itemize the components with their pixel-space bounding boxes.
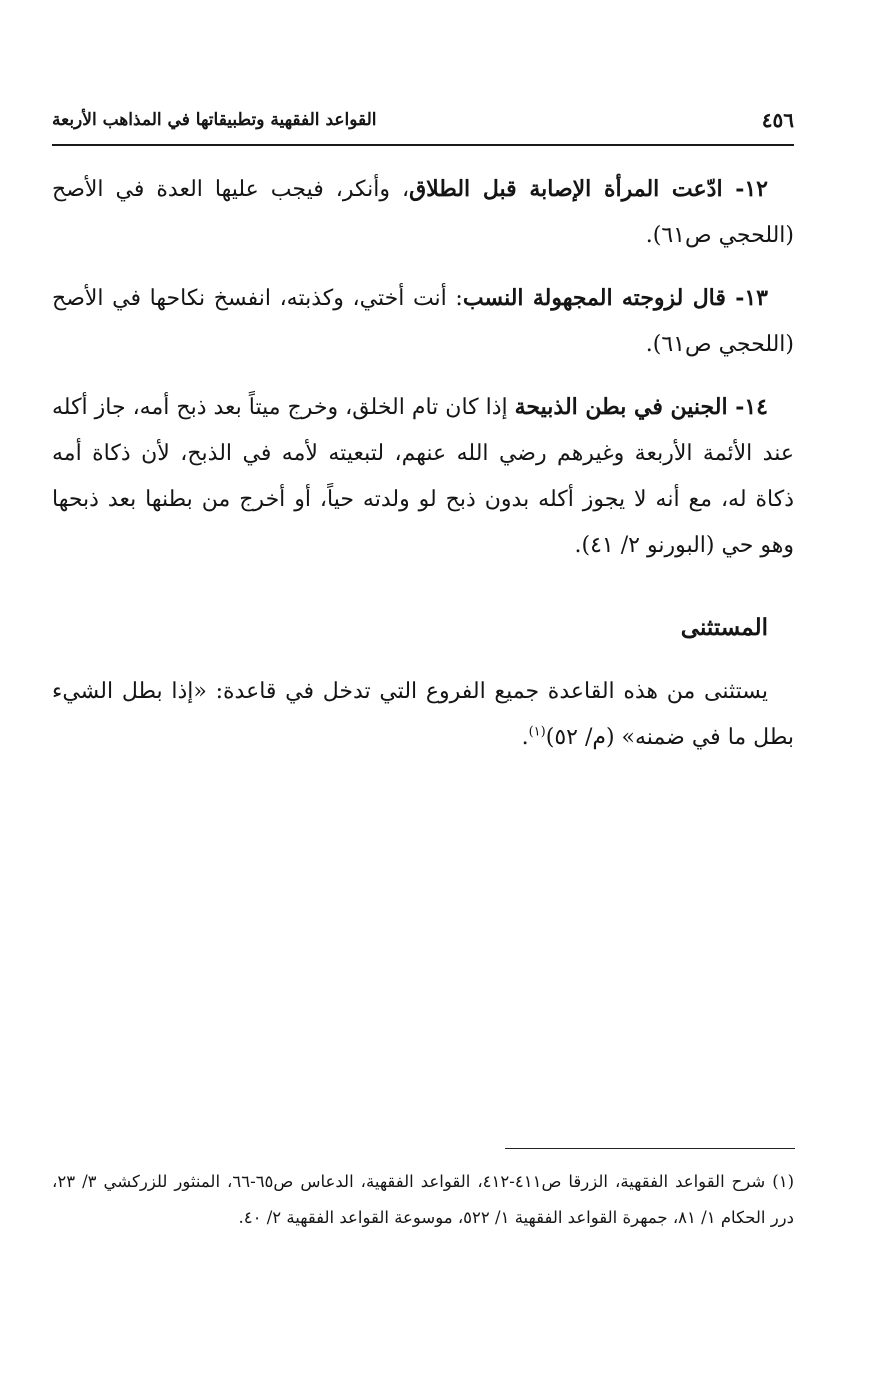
paragraph-14-text: إذا كان تام الخلق، وخرج ميتاً بعد ذبح أمه، جاز أكله عند الأئمة الأربعة وغيرهم رضي الله عنهم، لتبعيته لأمه في الذبح، لأن ذكاة أمه ذكاة له، مع أنه لا يجوز أكله بدون ذبح لو ولدته حياً، أو أخرج من بطنها بعد ذبحها وهو حي (البورنو ٢/ ٤١). (52, 395, 794, 558)
main-text (52, 166, 794, 777)
exception-paragraph (52, 669, 794, 761)
paragraph-13 (52, 275, 794, 368)
paragraph-14-lead: ١٤- الجنين في بطن الذبيحة (514, 394, 768, 420)
footnotes (52, 1164, 794, 1236)
exception-text: يستثنى من هذه القاعدة جميع الفروع التي تدخل في قاعدة: «إذا بطل الشيء بطل ما في ضمنه» (م/ ٥٢) (52, 679, 794, 750)
paragraph-13-lead: ١٣- قال لزوجته المجهولة النسب (462, 285, 768, 311)
paragraph-14 (52, 384, 794, 569)
footnote-separator (505, 1148, 795, 1149)
footnote-1: (١) شرح القواعد الفقهية، الزرقا ص٤١١-٤١٢، القواعد الفقهية، الدعاس ص٦٥-٦٦، المنثور للزركشي ٣/ ٢٣، درر الحكام ١/ ٨١، جمهرة القواعد الفقهية ١/ ٥٢٢، موسوعة القواعد الفقهية ٢/ ٤٠. (52, 1172, 794, 1227)
running-title: القواعد الفقهية وتطبيقاتها في المذاهب الأربعة (52, 110, 377, 130)
header-rule (52, 144, 794, 146)
paragraph-12-lead: ١٢- ادّعت المرأة الإصابة قبل الطلاق (409, 176, 768, 202)
paragraph-12-text: ، وأنكر، فيجب عليها العدة في الأصح (اللحجي ص٦١). (52, 177, 794, 248)
section-heading: المستثنى (680, 614, 768, 641)
exception-end: . (521, 725, 529, 750)
footnote-reference[interactable]: (١) (528, 724, 546, 740)
running-header (52, 106, 794, 140)
paragraph-13-text: : أنت أختي، وكذبته، انفسخ نكاحها في الأصح (اللحجي ص٦١). (52, 286, 794, 357)
paragraph-12 (52, 166, 794, 259)
page-number: ٤٥٦ (761, 108, 794, 132)
